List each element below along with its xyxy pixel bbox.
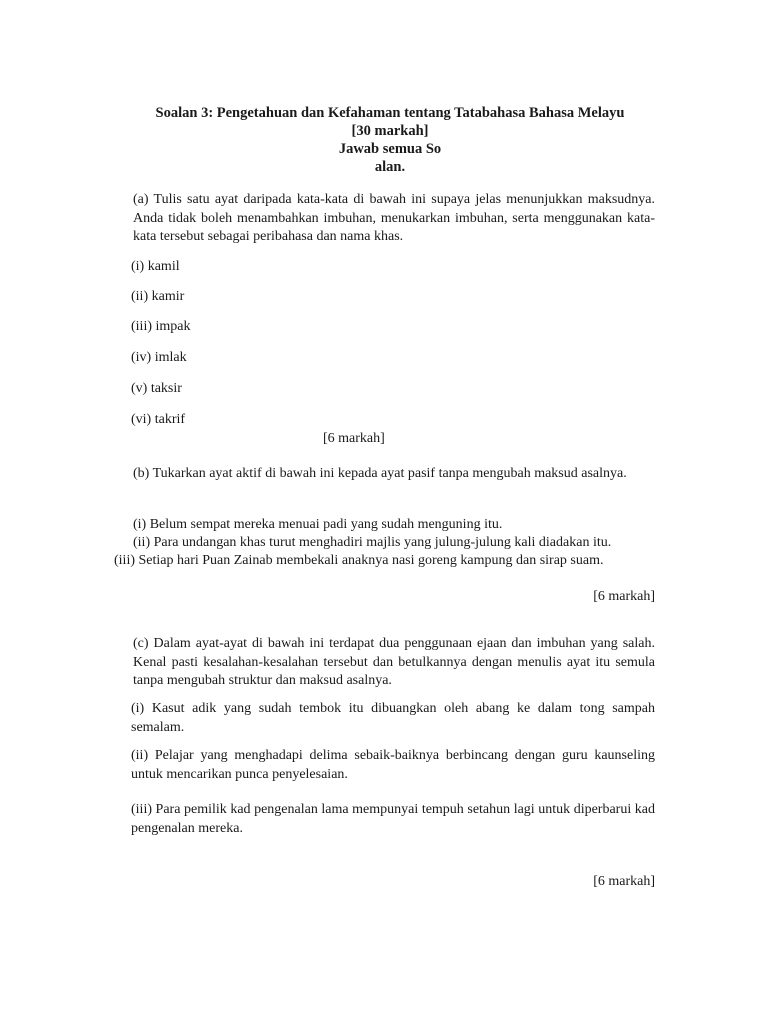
question-header bbox=[0, 104, 768, 176]
section-c-item: (iii) Para pemilik kad pengenalan lama mempunyai tempuh setahun lagi untuk diperbarui kad pengenalan mereka. bbox=[131, 802, 655, 836]
section-a-item: (iv) imlak bbox=[131, 350, 187, 365]
section-c-item: (ii) Pelajar yang menghadapi delima sebaik-baiknya berbincang dengan guru kaunseling untuk mencarikan punca penyelesaian. bbox=[131, 748, 655, 782]
section-a-question: (a) Tulis satu ayat daripada kata-kata di bawah ini supaya jelas menunjukkan maksudnya. Anda tidak boleh menambahkan imbuhan, menukarkan imbuhan, serta menggunakan kata-kata tersebut sebagai peribahasa dan nama khas. bbox=[133, 192, 655, 244]
section-b-question: (b) Tukarkan ayat aktif di bawah ini kepada ayat pasif tanpa mengubah maksud asalnya. bbox=[133, 466, 627, 481]
section-b-item: (ii) Para undangan khas turut menghadiri majlis yang julung-julung kali diadakan itu. bbox=[133, 535, 612, 550]
question-title: Soalan 3: Pengetahuan dan Kefahaman tentang Tatabahasa Bahasa Melayu bbox=[155, 105, 625, 121]
section-c-question: (c) Dalam ayat-ayat di bawah ini terdapat dua penggunaan ejaan dan imbuhan yang salah. Kenal pasti kesalahan-kesalahan tersebut dan betulkannya dengan menulis ayat itu semula tanpa mengubah struktur dan maksud asalnya. bbox=[133, 636, 655, 688]
instruction-line-2: alan. bbox=[374, 159, 406, 175]
instruction-line-1: Jawab semua So bbox=[338, 141, 442, 157]
section-a-marks: [6 markah] bbox=[323, 431, 385, 446]
total-marks: [30 markah] bbox=[351, 123, 429, 139]
section-b-marks: [6 markah] bbox=[593, 589, 655, 604]
section-a-item: (i) kamil bbox=[131, 259, 180, 274]
section-a-item: (v) taksir bbox=[131, 381, 182, 396]
section-c-marks: [6 markah] bbox=[593, 874, 655, 889]
section-a-item: (vi) takrif bbox=[131, 412, 186, 427]
section-c-item: (i) Kasut adik yang sudah tembok itu dibuangkan oleh abang ke dalam tong sampah semalam. bbox=[131, 701, 655, 735]
section-b-item: (iii) Setiap hari Puan Zainab membekali anaknya nasi goreng kampung dan sirap suam. bbox=[114, 553, 604, 568]
section-a-item: (iii) impak bbox=[131, 319, 191, 334]
section-b-item: (i) Belum sempat mereka menuai padi yang sudah menguning itu. bbox=[133, 517, 503, 532]
section-a-item: (ii) kamir bbox=[131, 289, 185, 304]
